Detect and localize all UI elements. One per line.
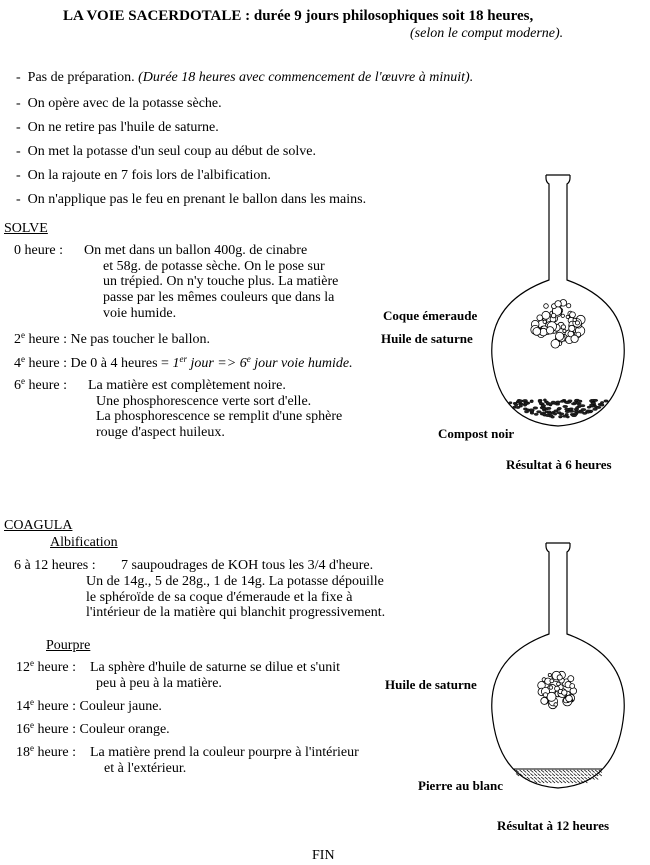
pierre-hatch [548, 781, 551, 784]
hour-18-label [16, 745, 76, 761]
text-line: un trépied. On n'y touche plus. La matière [103, 274, 339, 290]
albification-label: 6 à 12 heures : [14, 558, 96, 573]
compost-particle [574, 410, 578, 412]
pierre-hatch [566, 770, 569, 773]
pierre-hatch [538, 774, 541, 777]
sphere-cluster-12h [538, 671, 577, 708]
compost-particle [557, 407, 561, 409]
bubble [566, 695, 573, 702]
pierre-hatch [541, 777, 544, 780]
pierre-layer-12h [514, 769, 602, 783]
pierre-hatch [552, 770, 555, 773]
hour-number: 18 [16, 745, 30, 760]
list-item: - On n'applique pas le feu en prenant le ballon dans les mains. [16, 192, 367, 207]
text-line: et 58g. de potasse sèche. On le pose sur [103, 258, 325, 274]
hour-sup: e [30, 743, 34, 753]
flask-6h-drawing [488, 172, 628, 447]
bubble [563, 329, 566, 332]
pierre-hatch [534, 777, 537, 780]
hour-18-text [90, 745, 359, 776]
hour-text: De 0 à 4 heures = [66, 356, 173, 371]
bubble [554, 703, 558, 707]
caption-resultat-12h: Résultat à 12 heures [497, 818, 610, 833]
pierre-hatch [563, 770, 566, 773]
list-item: - On ne retire pas l'huile de saturne. [16, 120, 219, 135]
pierre-hatch [584, 777, 587, 780]
pierre-hatch [538, 781, 541, 784]
bubble [546, 327, 553, 334]
compost-particle [527, 409, 530, 411]
compost-particle [514, 404, 518, 406]
text-line: Un de 14g., 5 de 28g., 1 de 14g. La potasse dépouille [86, 574, 384, 589]
hour-label: heure : [34, 745, 76, 760]
italic-c: jour voie humide. [250, 356, 353, 371]
bullet-text: On met la potasse d'un seul coup au début de solve. [27, 144, 316, 159]
pierre-hatch [599, 774, 602, 777]
list-item: - Pas de préparation. (Durée 18 heures avec commencement de l'œuvre à minuit). [16, 70, 474, 85]
hour-12-text [90, 660, 340, 691]
compost-particle [593, 408, 598, 410]
compost-particle [534, 413, 538, 415]
hour-number: 6 [14, 378, 21, 393]
pierre-hatch [592, 774, 595, 777]
compost-particle [565, 401, 570, 403]
label-huile-de-saturne: Huile de saturne [381, 331, 473, 346]
pierre-hatch [530, 777, 533, 780]
text-line: On met dans un ballon 400g. de cinabre [84, 243, 308, 258]
hour-label: heure : [25, 332, 67, 347]
hour-2 [14, 332, 210, 348]
compost-particle [600, 404, 604, 406]
compost-particle [530, 400, 533, 402]
pierre-hatch [556, 774, 559, 777]
pierre-hatch [541, 770, 544, 773]
hour-sup: e [21, 376, 25, 386]
list-item: - On la rajoute en 7 fois lors de l'albification. [16, 168, 271, 183]
page-title: LA VOIE SACERDOTALE : durée 9 jours philosophiques soit 18 heures, [63, 8, 534, 24]
text-line: La matière est complètement noire. [88, 378, 286, 393]
bullet-text: Pas de préparation. [27, 70, 139, 85]
pierre-hatch [592, 770, 595, 773]
compost-particle [586, 411, 590, 413]
compost-particle [518, 400, 523, 402]
bubble [543, 320, 546, 323]
compost-particle [546, 414, 550, 416]
text-line: peu à peu à la matière. [96, 675, 222, 691]
bubble [570, 312, 576, 318]
hour-number: 14 [16, 699, 30, 714]
bubble [573, 318, 576, 321]
pierre-hatch [530, 770, 533, 773]
hour-sup: e [30, 697, 34, 707]
pierre-hatch [566, 777, 569, 780]
sphere-cluster-6h [531, 300, 585, 349]
pierre-hatch [559, 781, 562, 784]
pierre-hatch [581, 777, 584, 780]
pierre-hatch [548, 777, 551, 780]
bubble [547, 692, 556, 701]
pierre-hatch [563, 781, 566, 784]
compost-particle [579, 400, 582, 402]
compost-particle [587, 406, 591, 408]
bullet-text: On la rajoute en 7 fois lors de l'albification. [27, 168, 271, 183]
italic-b-sup: e [246, 354, 251, 364]
hour-number: 4 [14, 356, 21, 371]
bubble [551, 313, 555, 317]
compost-particle [579, 411, 584, 413]
hour-label: heure : [34, 722, 76, 737]
bubble [569, 325, 575, 331]
pierre-hatch [577, 774, 580, 777]
compost-particle [591, 402, 596, 404]
label-coque-emeraude: Coque émeraude [383, 308, 478, 323]
pierre-hatch [545, 777, 548, 780]
hour-text: Couleur jaune. [75, 699, 162, 714]
pierre-hatch [556, 781, 559, 784]
pierre-hatch [552, 774, 555, 777]
bubble [549, 686, 553, 690]
pierre-hatch [595, 777, 598, 780]
hour-sup: e [30, 720, 34, 730]
compost-particle [516, 406, 520, 408]
bubble [570, 688, 577, 695]
bubble [548, 673, 551, 676]
bullet-text: On n'applique pas le feu en prenant le ballon dans les mains. [27, 192, 367, 207]
compost-particle [542, 407, 546, 409]
pierre-hatch [588, 770, 591, 773]
bubble [550, 679, 554, 683]
hour-italic [172, 356, 352, 371]
pierre-hatch [534, 770, 537, 773]
pierre-hatch [541, 781, 544, 784]
pierre-hatch [527, 770, 530, 773]
hour-0-label: 0 heure : [14, 243, 63, 258]
hour-label: heure : [34, 699, 76, 714]
pierre-hatch [548, 770, 551, 773]
hour-6-text [84, 378, 342, 441]
italic-b: jour => 6 [186, 356, 247, 371]
label-pierre-au-blanc: Pierre au blanc [418, 778, 503, 793]
text-line: l'intérieur de la matière qui blanchit progressivement. [86, 605, 386, 621]
text-line: voie humide. [103, 305, 177, 321]
page-subtitle: (selon le comput moderne). [410, 26, 564, 41]
compost-particle [604, 400, 608, 402]
compost-particle [543, 399, 546, 401]
pierre-hatch [538, 777, 541, 780]
text-line: passe par les mêmes couleurs que dans la [103, 290, 335, 306]
text-line: rouge d'aspect huileux. [96, 425, 225, 441]
pierre-hatch [523, 770, 526, 773]
bubble [533, 328, 541, 336]
pierre-hatch [538, 770, 541, 773]
pierre-hatch [581, 774, 584, 777]
bubble [557, 675, 562, 680]
compost-particle [600, 401, 604, 403]
pierre-hatch [520, 770, 523, 773]
pierre-hatch [563, 777, 566, 780]
compost-particle [563, 405, 568, 407]
label-huile-de-saturne-12h: Huile de saturne [385, 677, 477, 692]
hour-label: heure : [25, 356, 67, 371]
pierre-hatch [584, 774, 587, 777]
bullet-text: On opère avec de la potasse sèche. [27, 96, 222, 111]
compost-particle [533, 407, 538, 409]
bubble [543, 693, 547, 697]
compost-particle [537, 411, 542, 413]
compost-particle [523, 399, 528, 401]
compost-particle [575, 407, 579, 409]
pierre-hatch [527, 774, 530, 777]
pierre-hatch [574, 781, 577, 784]
compost-particle [571, 414, 576, 416]
pierre-hatch [566, 774, 569, 777]
compost-particle [580, 405, 585, 407]
bubble [544, 304, 549, 309]
pierre-hatch [534, 774, 537, 777]
bubble [567, 304, 571, 308]
pierre-hatch [545, 781, 548, 784]
pierre-hatch [545, 774, 548, 777]
pierre-hatch [523, 774, 526, 777]
compost-particle [553, 413, 557, 415]
flask-12h-drawing [488, 540, 628, 810]
compost-particle [581, 408, 586, 410]
pierre-hatch [588, 774, 591, 777]
hour-label: heure : [25, 378, 67, 393]
text-line: La sphère d'huile de saturne se dilue et s'unit [90, 660, 340, 675]
pierre-hatch [595, 770, 598, 773]
solve-heading: SOLVE [4, 221, 48, 236]
pierre-hatch [577, 781, 580, 784]
albification-heading: Albification [50, 535, 118, 550]
hour-number: 12 [16, 660, 30, 675]
pourpre-heading: Pourpre [46, 638, 91, 653]
text-line: et à l'extérieur. [104, 760, 187, 776]
hour-4 [14, 356, 353, 372]
hour-number: 16 [16, 722, 30, 737]
label-compost-noir: Compost noir [438, 426, 515, 441]
compost-particle [523, 404, 526, 406]
pierre-hatch [574, 774, 577, 777]
bubble [537, 315, 543, 321]
coagula-heading: COAGULA [4, 518, 73, 533]
hour-text: Couleur orange. [75, 722, 170, 737]
pierre-hatch [577, 777, 580, 780]
pierre-hatch [556, 777, 559, 780]
hour-16 [16, 722, 170, 738]
compost-particle [563, 415, 567, 417]
bubble [570, 684, 575, 689]
bubble [571, 335, 578, 342]
text-line: 7 saupoudrages de KOH tous les 3/4 d'heure. [121, 558, 374, 573]
pierre-hatch [559, 770, 562, 773]
hour-sup: e [21, 330, 25, 340]
bullet-text: On ne retire pas l'huile de saturne. [27, 120, 219, 135]
pierre-hatch [545, 770, 548, 773]
compost-particle [560, 400, 564, 402]
text-line: La matière prend la couleur pourpre à l'intérieur [90, 745, 359, 760]
pierre-hatch [577, 770, 580, 773]
flask-12h-outline [492, 543, 624, 788]
bubble [542, 311, 550, 319]
albification-text [121, 558, 373, 574]
compost-particle [565, 408, 570, 410]
pierre-hatch [530, 774, 533, 777]
hour-0-text [84, 243, 338, 321]
pierre-hatch [584, 770, 587, 773]
compost-particle [551, 416, 555, 418]
pierre-hatch [541, 774, 544, 777]
compost-particle [556, 401, 561, 403]
pierre-hatch [559, 774, 562, 777]
hour-number: 2 [14, 332, 21, 347]
compost-particle [557, 412, 561, 414]
italic-a-sup: er [179, 354, 187, 364]
italic-a: 1 [172, 356, 180, 371]
pierre-hatch [566, 781, 569, 784]
bubble [555, 301, 561, 307]
pierre-hatch [581, 770, 584, 773]
hour-12-label [16, 660, 76, 676]
pierre-hatch [563, 774, 566, 777]
text-line: La phosphorescence se remplit d'une sphère [96, 409, 343, 425]
bubble [561, 314, 564, 317]
pierre-hatch [570, 770, 573, 773]
pierre-hatch [570, 777, 573, 780]
hour-sup: e [30, 658, 34, 668]
compost-particle [593, 399, 598, 401]
list-item: - On opère avec de la potasse sèche. [16, 96, 222, 111]
bubble [568, 676, 574, 682]
bullet-italic: (Durée 18 heures avec commencement de l'œuvre à minuit). [138, 70, 474, 85]
hour-6-label [14, 378, 67, 394]
albification-text-cont [86, 574, 385, 621]
compost-particle [546, 402, 550, 404]
compost-particle [509, 402, 512, 404]
pierre-hatch [559, 777, 562, 780]
pierre-hatch [552, 781, 555, 784]
compost-particle [559, 415, 563, 417]
hour-sup: e [21, 354, 25, 364]
bubble [556, 332, 564, 340]
pierre-hatch [574, 777, 577, 780]
text-line: Une phosphorescence verte sort d'elle. [96, 393, 312, 409]
hour-label: heure : [34, 660, 76, 675]
pierre-hatch [574, 770, 577, 773]
hour-text: Ne pas toucher le ballon. [66, 332, 211, 347]
pierre-hatch [552, 777, 555, 780]
compost-particle [573, 402, 576, 404]
bubble [562, 690, 567, 695]
list-item: - On met la potasse d'un seul coup au début de solve. [16, 144, 316, 159]
pierre-hatch [570, 774, 573, 777]
pierre-hatch [548, 774, 551, 777]
compost-particle [551, 401, 555, 403]
caption-resultat-6h: Résultat à 6 heures [506, 457, 612, 472]
compost-particle [538, 400, 542, 402]
pierre-hatch [570, 781, 573, 784]
text-line: le sphéroïde de sa coque d'émeraude et la fixe à [86, 589, 353, 605]
pierre-hatch [556, 770, 559, 773]
compost-particle [547, 407, 551, 409]
hour-14 [16, 699, 162, 715]
bubble [541, 697, 548, 704]
bubble [566, 315, 569, 318]
bubble [561, 325, 565, 329]
footer-fin: FIN [312, 848, 335, 863]
bubble [557, 682, 561, 686]
